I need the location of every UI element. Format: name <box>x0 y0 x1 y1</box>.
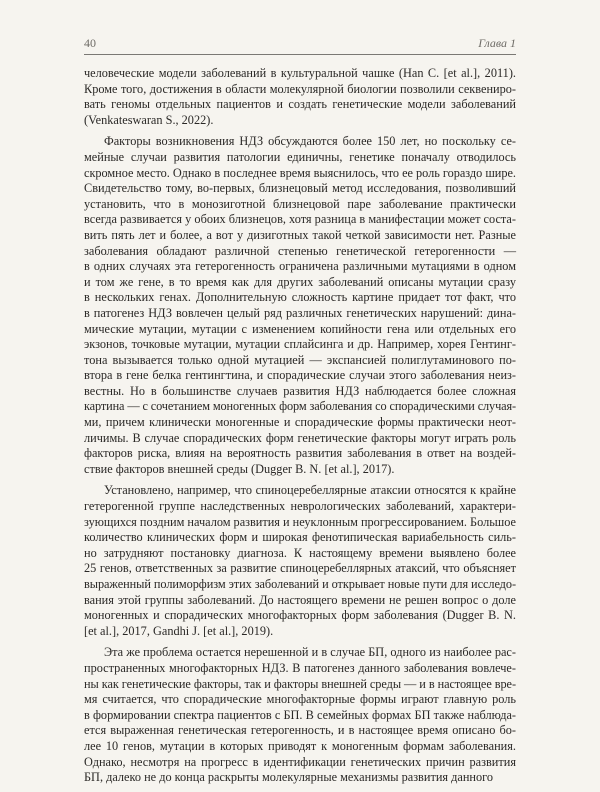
text-line: но затрудняют постановку диагноза. К настоящему времени выявлено более <box>84 545 516 560</box>
text-line: экзонов, точковые мутации, мутации сплайсинга и др. Например, хорея Гентинг- <box>84 337 516 352</box>
text-line: гетерогенной группе наследственных неврологических заболеваний, характери- <box>84 499 516 514</box>
paragraph <box>84 483 516 639</box>
text-line: ется выраженная генетическая гетерогенность, и в настоящее время описано бо- <box>84 723 516 738</box>
text-line: заболевания обладают различной степенью генетической гетерогенности — <box>84 243 516 258</box>
text-line: Эта же проблема остается нерешенной и в случае БП, одного из наиболее рас- <box>104 645 516 660</box>
text-line: в формировании спектра пациентов с БП. В семейных формах БП также наблюда- <box>84 707 516 722</box>
text-line: картина — с сочетанием моногенных форм заболевания со спорадическими случая- <box>84 399 516 414</box>
text-line: пространенных многофакторных НДЗ. В патогенез данного заболевания вовлече- <box>84 660 516 675</box>
text-line: ствие факторов внешней среды (Dugger B. N. [et al.], 2017). <box>84 461 395 476</box>
page-number: 40 <box>84 36 96 50</box>
text-line: скромное место. Однако в последнее время выяснилось, что ее роль гораздо шире. <box>84 165 516 180</box>
text-line: 25 генов, ответственных за развитие спиноцеребеллярных атаксий, что объясняет <box>84 561 516 576</box>
text-line: вания этой группы заболеваний. До настоящего времени не решен вопрос о доле <box>84 592 516 607</box>
text-line: мейные случаи развития патологии единичны, генетике поначалу отводилось <box>84 149 516 164</box>
text-line: количество клинических форм и широкая фенотипическая вариабельность силь- <box>84 530 516 545</box>
text-line: Кроме того, достижения в области молекулярной биологии позволили секвениро- <box>84 81 516 96</box>
text-line: в нескольких генах. Дополнительную сложность картине придает тот факт, что <box>84 290 516 305</box>
text-line: тона вызывается только одной мутацией — экспансией полиглутаминового по- <box>84 352 516 367</box>
text-line: факторов риска, влияя на вероятность развития заболевания в ответ на воздей- <box>84 446 516 461</box>
paragraph <box>84 645 516 785</box>
text-line: моногенных и спорадических многофакторных форм заболевания (Dugger B. N. <box>84 608 516 623</box>
text-line: всегда развивается у обоих близнецов, хотя разница в манифестации может соста- <box>84 212 516 227</box>
text-line: в одних случаях эта гетерогенность ограничена различными мутациями в одном <box>84 259 516 274</box>
text-line: зующихся поздним началом развития и неуклонным прогрессированием. Большое <box>84 514 516 529</box>
text-line: личимы. В случае спорадических форм генетические факторы могут играть роль <box>84 430 516 445</box>
text-line: Установлено, например, что спиноцеребеллярные атаксии относятся к крайне <box>104 483 516 498</box>
text-line: ми, причем клинически моногенные и спорадические формы практически неот- <box>84 415 516 430</box>
text-line: установить, что в монозиготной близнецовой паре заболевание практически <box>84 196 516 211</box>
body-text <box>84 66 516 792</box>
text-line: Факторы возникновения НДЗ обсуждаются более 150 лет, но поскольку се- <box>104 134 516 149</box>
text-line: выраженный полиморфизм этих заболеваний и открывает новые пути для исследо- <box>84 577 516 591</box>
text-line: и том же гене, в то время как для других заболеваний описаны мутации сразу <box>84 274 516 289</box>
text-line: [et al.], 2017, Gandhi J. [et al.], 2019). <box>84 623 274 638</box>
text-line: Свидетельство тому, во-первых, близнецовый метод исследования, позволивший <box>84 181 516 196</box>
text-line: лее 10 генов, мутации в которых приводят к моногенным формам заболевания. <box>84 738 516 753</box>
text-line: втора в гене белка гентингтина, и спорадические случаи этого заболевания неиз- <box>84 368 516 383</box>
text-line: вить пять лет и более, а вот у дизиготных такой четкой зависимости нет. Разные <box>84 227 516 242</box>
text-line: человеческие модели заболеваний в культуральной чашке (Han C. [et al.], 2011). <box>84 66 516 80</box>
text-line: в патогенез НДЗ вовлечен целый ряд различных генетических нарушений: дина- <box>84 305 516 320</box>
text-line: мические мутации, мутации с изменением копийности гена или отдельных его <box>84 321 516 336</box>
text-line: ны как генетические факторы, так и факторы внешней среды — и в настоящее вре- <box>84 676 516 691</box>
page-header <box>84 36 516 55</box>
paragraph <box>84 134 516 477</box>
text-line: мя считается, что спорадические многофакторные формы играют главную роль <box>84 692 516 707</box>
paragraph <box>84 66 516 128</box>
text-line: Однако, несмотря на прогресс в идентификации генетических причин развития <box>84 754 516 769</box>
text-line: (Venkateswaran S., 2022). <box>84 112 214 127</box>
text-line: вать геномы отдельных пациентов и создать генетические модели заболеваний <box>84 97 516 112</box>
running-head: Глава 1 <box>478 36 516 50</box>
text-line: БП, далеко не до конца раскрыты молекулярные механизмы развития данного <box>84 770 494 785</box>
text-line: вестны. Но в большинстве случаев развития НДЗ наблюдается более сложная <box>84 383 516 398</box>
